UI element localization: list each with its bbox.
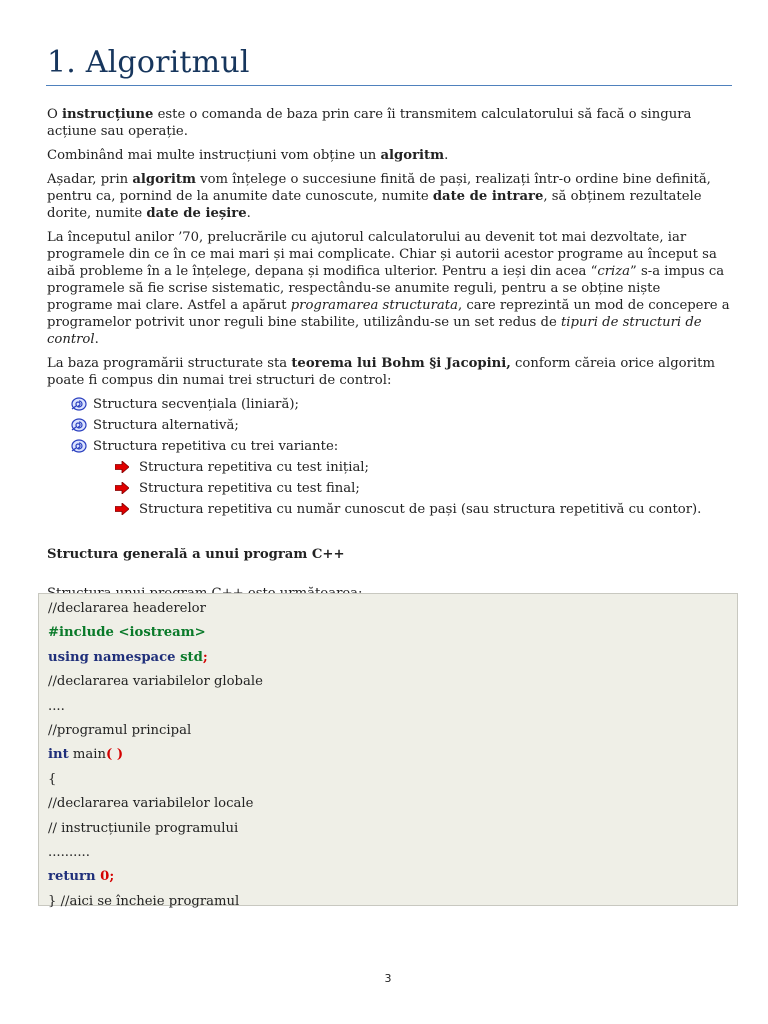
code-line xyxy=(48,865,737,889)
code-line: //declararea headerelor xyxy=(48,601,206,616)
term-instructiune: instrucțiune xyxy=(62,107,154,122)
code-line: .......... xyxy=(48,844,90,860)
keyword: using namespace xyxy=(48,649,176,665)
text: O xyxy=(47,107,63,122)
list-item xyxy=(71,396,730,413)
sublist-item-label: Structura repetitiva cu număr cunoscut de pași (sau structura repetitivă cu contor). xyxy=(139,502,702,517)
text: . xyxy=(246,206,251,221)
paragraph-instruction xyxy=(47,106,730,140)
list-item-label: Structura secvențiala (liniară); xyxy=(93,397,299,412)
text: , care reprezintă un mod de concepere a programelor potrivit unor reguli bine stabilite, utilizându-se un set redus de xyxy=(47,298,730,330)
text: , să obținem rezultatele dorite, numite xyxy=(47,189,702,221)
red-arrow-icon xyxy=(115,482,129,494)
spiral-bullet-icon xyxy=(71,439,87,453)
function-name: main xyxy=(68,747,106,763)
red-arrow-icon xyxy=(115,503,129,515)
list-item-label: Structura repetitiva cu trei variante: xyxy=(93,439,339,454)
list-item xyxy=(71,438,730,518)
term-algoritm: algoritm xyxy=(132,172,196,187)
term-algoritm: algoritm xyxy=(380,148,445,163)
paragraph-theorem xyxy=(47,355,730,389)
text: Așadar, prin xyxy=(47,172,133,187)
spiral-bullet-icon xyxy=(71,397,87,411)
code-line: { xyxy=(48,771,57,787)
code-line: //declararea variabilelor globale xyxy=(48,674,263,690)
text: . xyxy=(444,148,449,163)
code-line: } //aici se încheie programul xyxy=(48,893,240,909)
code-block xyxy=(38,593,738,909)
list-item xyxy=(71,417,730,434)
text: vom înțelege o succesiune finită de pași, realizați într-o ordine bine definită, pentru ca, pornind de la anumite date cunoscute, numite xyxy=(47,172,711,204)
paragraph-definition xyxy=(47,171,730,222)
repetitive-structures-sublist xyxy=(93,459,730,518)
punctuation: ; xyxy=(202,649,208,665)
keyword: int xyxy=(48,747,69,763)
code-line xyxy=(48,743,737,767)
code-line: #include <iostream> xyxy=(48,625,206,641)
return-value: 0; xyxy=(95,869,115,885)
list-item-label: Structura alternativă; xyxy=(93,418,239,433)
paragraph-algorithm xyxy=(47,147,730,164)
text: Combinând mai multe instrucțiuni vom obține un xyxy=(47,148,381,163)
text: La baza programării structurate sta xyxy=(47,356,292,371)
title-underline xyxy=(46,85,732,86)
term-criza: criza xyxy=(597,264,631,279)
term-programarea-structurata: programarea structurata xyxy=(290,298,458,313)
text: . xyxy=(94,332,99,347)
term-date-iesire: date de ieșire xyxy=(146,206,247,221)
section-heading xyxy=(47,546,730,563)
text: ” s-a impus ca programele să fie scrise sistematic, respectându-se anumite reguli, pentru a se obține niște programe mai clare. Astfel a apărut xyxy=(47,264,725,313)
code-line: //declararea variabilelor locale xyxy=(48,796,254,812)
term-date-intrare: date de intrare xyxy=(432,189,544,204)
sublist-item xyxy=(115,501,730,518)
code-line: // instrucțiunile programului xyxy=(48,820,239,836)
keyword: return xyxy=(48,869,96,885)
section-heading-text: Structura generală a unui program C++ xyxy=(47,547,345,562)
text: este o comanda de baza prin care îi transmitem calculatorului să facă o singura acțiune sau operație. xyxy=(47,107,692,139)
text: conform căreia orice algoritm poate fi compus din numai trei structuri de control: xyxy=(47,356,715,388)
red-arrow-icon xyxy=(115,461,129,473)
term-teorema: teorema lui Bohm §i Jacopini, xyxy=(291,356,511,371)
punctuation: ( ) xyxy=(105,747,124,763)
sublist-item xyxy=(115,459,730,476)
term-tipuri-structuri: tipuri de structuri de control xyxy=(47,315,702,347)
document-body xyxy=(47,106,730,609)
code-line: //programul principal xyxy=(48,722,192,738)
text: La începutul anilor ’70, prelucrările cu ajutorul calculatorului au devenit tot mai dezvoltate, iar programele din ce în ce mai mari și mai complicate. Chiar și autorii acestor programe au început sa aibă probleme în a le înțelege, depana și modifica ulterior. Pentru a ieși din acea “ xyxy=(47,230,717,279)
spiral-bullet-icon xyxy=(71,418,87,432)
sublist-item-label: Structura repetitiva cu test inițial; xyxy=(139,460,369,475)
code-line: .... xyxy=(48,698,65,714)
namespace-name: std xyxy=(175,649,203,665)
page-title: 1. Algoritmul xyxy=(47,45,250,80)
page-number: 3 xyxy=(384,972,392,985)
control-structures-list xyxy=(47,396,730,518)
code-line xyxy=(48,646,737,670)
sublist-item xyxy=(115,480,730,497)
sublist-item-label: Structura repetitiva cu test final; xyxy=(139,481,360,496)
paragraph-history xyxy=(47,229,730,348)
